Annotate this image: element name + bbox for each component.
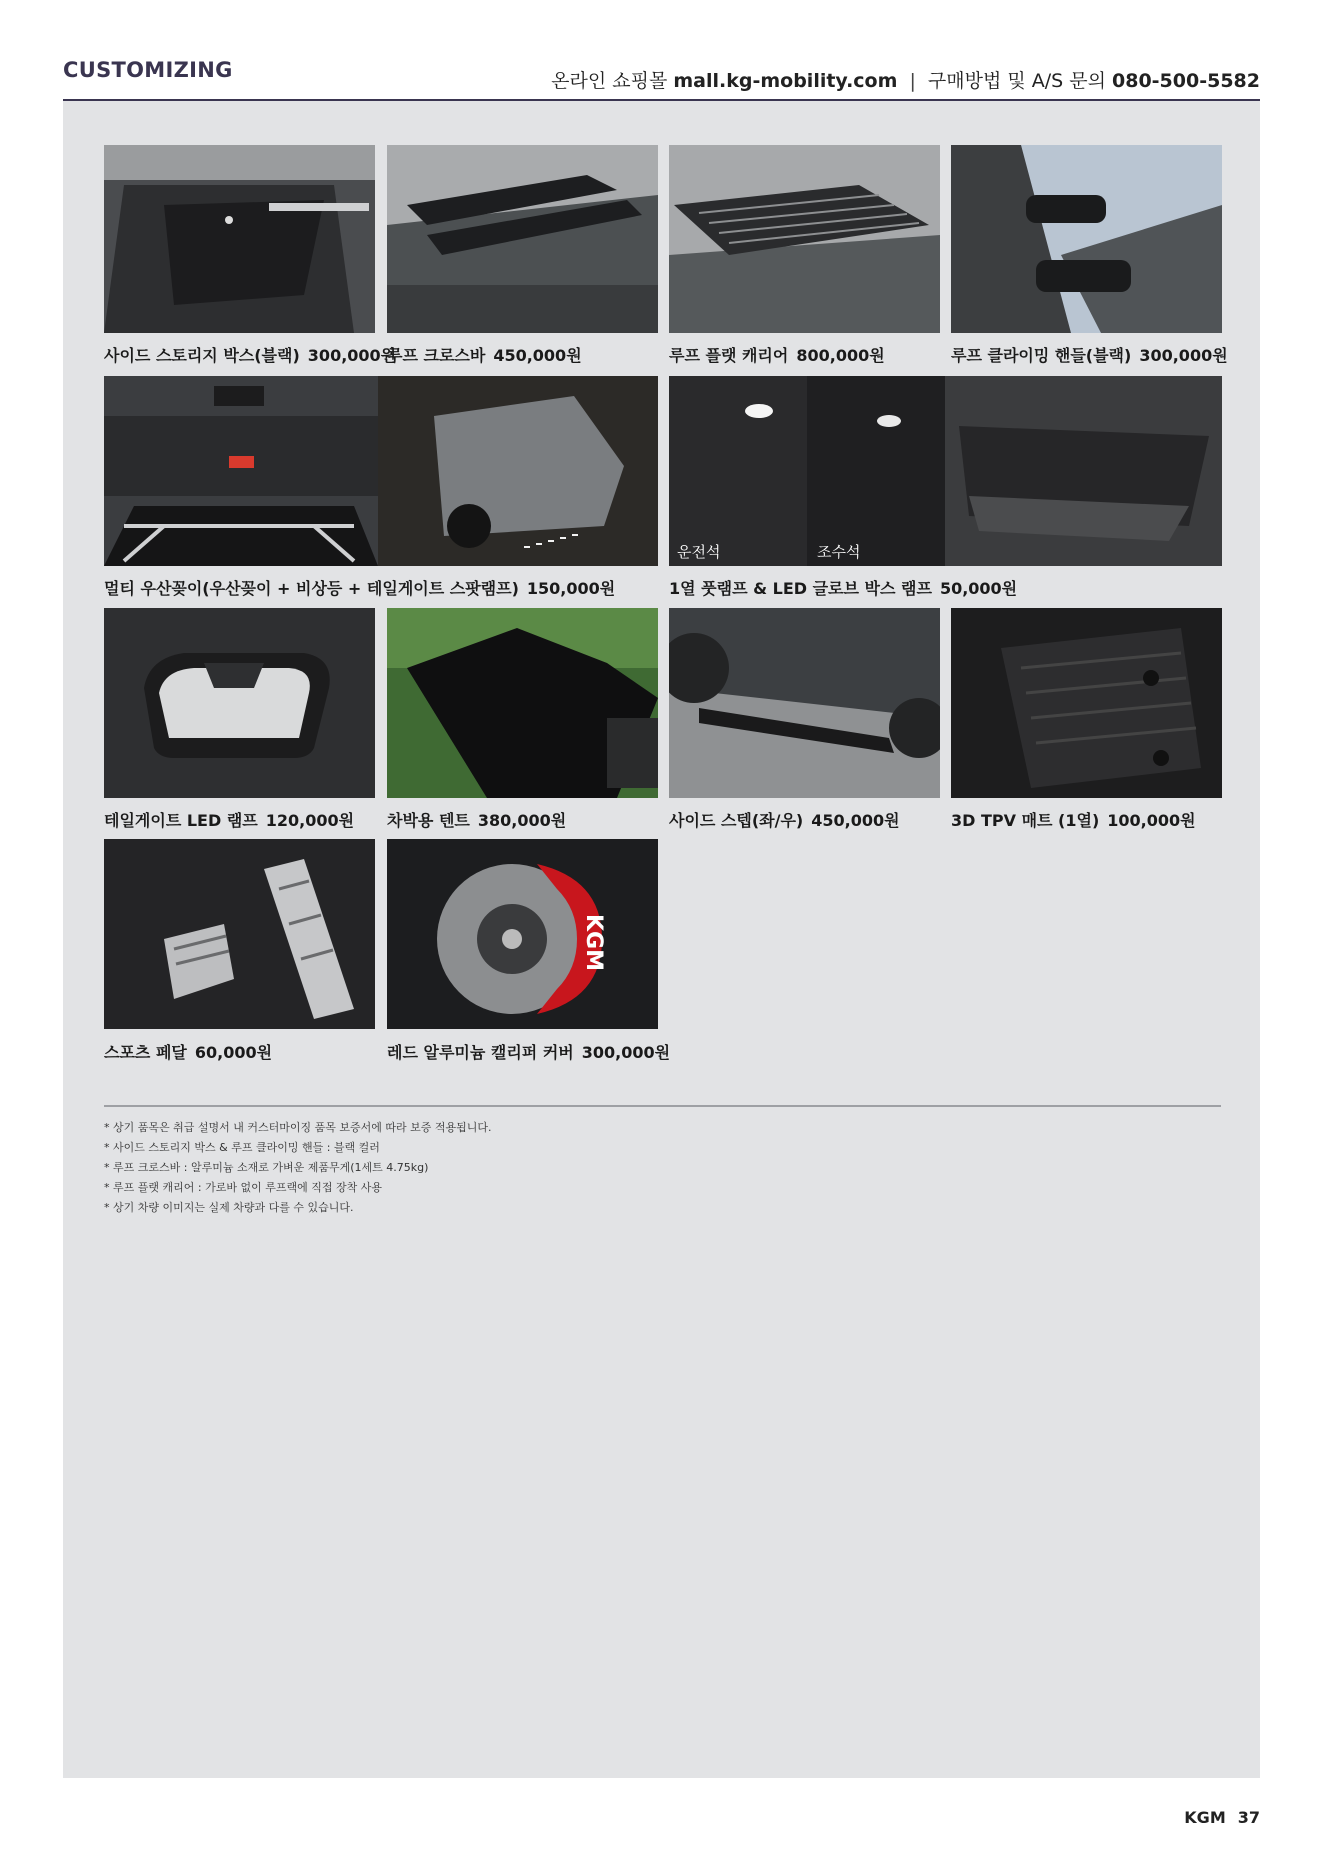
service-phone: 080-500-5582 <box>1112 70 1260 92</box>
contact-separator: | <box>909 70 916 92</box>
caption-roof-climbing-handle: 루프 클라이밍 핸들(블랙) 300,000원 <box>951 346 1228 365</box>
caption-roof-flat-carrier: 루프 플랫 캐리어 800,000원 <box>669 346 885 365</box>
red-caliper-cover-photo <box>387 839 658 1029</box>
side-step-photo <box>669 608 940 798</box>
caption-side-step: 사이드 스텝(좌/우) 450,000원 <box>669 811 900 830</box>
service-label: 구매방법 및 A/S 문의 <box>927 70 1106 92</box>
notes-list <box>104 1118 492 1218</box>
sports-pedal-photo <box>104 839 375 1029</box>
shop-url-link[interactable]: mall.kg-mobility.com <box>673 70 898 92</box>
note-item: * 루프 크로스바 : 알루미늄 소재로 가벼운 제품무게(1세트 4.75kg) <box>104 1161 429 1174</box>
note-item: * 사이드 스토리지 박스 & 루프 클라이밍 핸들 : 블랙 컬러 <box>104 1141 380 1154</box>
roof-climbing-handle-photo <box>951 145 1222 333</box>
kgm-brand-text: KGM <box>581 914 606 971</box>
shop-label: 온라인 쇼핑몰 <box>551 70 668 92</box>
roof-flat-carrier-photo <box>669 145 940 333</box>
tailgate-led-lamp-photo <box>104 608 375 798</box>
contact-info <box>551 66 1260 93</box>
caption-sports-pedal: 스포츠 페달 60,000원 <box>104 1043 273 1062</box>
notes-divider <box>104 1105 1221 1107</box>
foot-lamp-glovebox-photo <box>669 376 1222 566</box>
note-item: * 상기 품목은 취급 설명서 내 커스터마이징 품목 보증서에 따라 보증 적용됩니다. <box>104 1121 492 1134</box>
page-footer <box>1184 1808 1260 1827</box>
passenger-seat-label: 조수석 <box>817 543 861 561</box>
multi-umbrella-holder-photo <box>104 376 658 566</box>
side-storage-box-photo <box>104 145 375 333</box>
caption-multi-umbrella-holder: 멀티 우산꽂이(우산꽂이 + 비상등 + 테일게이트 스팟램프) 150,000원 <box>104 579 616 598</box>
caption-tailgate-led-lamp: 테일게이트 LED 램프 120,000원 <box>104 811 355 830</box>
caption-red-caliper-cover: 레드 알루미늄 캘리퍼 커버 300,000원 <box>387 1043 671 1062</box>
note-item: * 루프 플랫 캐리어 : 가로바 없이 루프랙에 직접 장착 사용 <box>104 1181 382 1194</box>
caption-foot-lamp-glovebox: 1열 풋램프 & LED 글로브 박스 램프 50,000원 <box>669 579 1018 598</box>
section-title: CUSTOMIZING <box>63 58 233 82</box>
footer-brand: KGM <box>1184 1808 1226 1827</box>
roof-crossbar-photo <box>387 145 658 333</box>
caption-roof-crossbar: 루프 크로스바 450,000원 <box>387 346 582 365</box>
driver-seat-label: 운전석 <box>677 543 721 561</box>
caption-car-camping-tent: 차박용 텐트 380,000원 <box>387 811 567 830</box>
note-item: * 상기 차량 이미지는 실제 차량과 다를 수 있습니다. <box>104 1201 354 1214</box>
caption-side-storage-box: 사이드 스토리지 박스(블랙) 300,000원 <box>104 346 397 365</box>
caption-tpv-mat: 3D TPV 매트 (1열) 100,000원 <box>951 811 1196 830</box>
tpv-mat-photo <box>951 608 1222 798</box>
page-number: 37 <box>1237 1808 1260 1827</box>
car-camping-tent-photo <box>387 608 658 798</box>
